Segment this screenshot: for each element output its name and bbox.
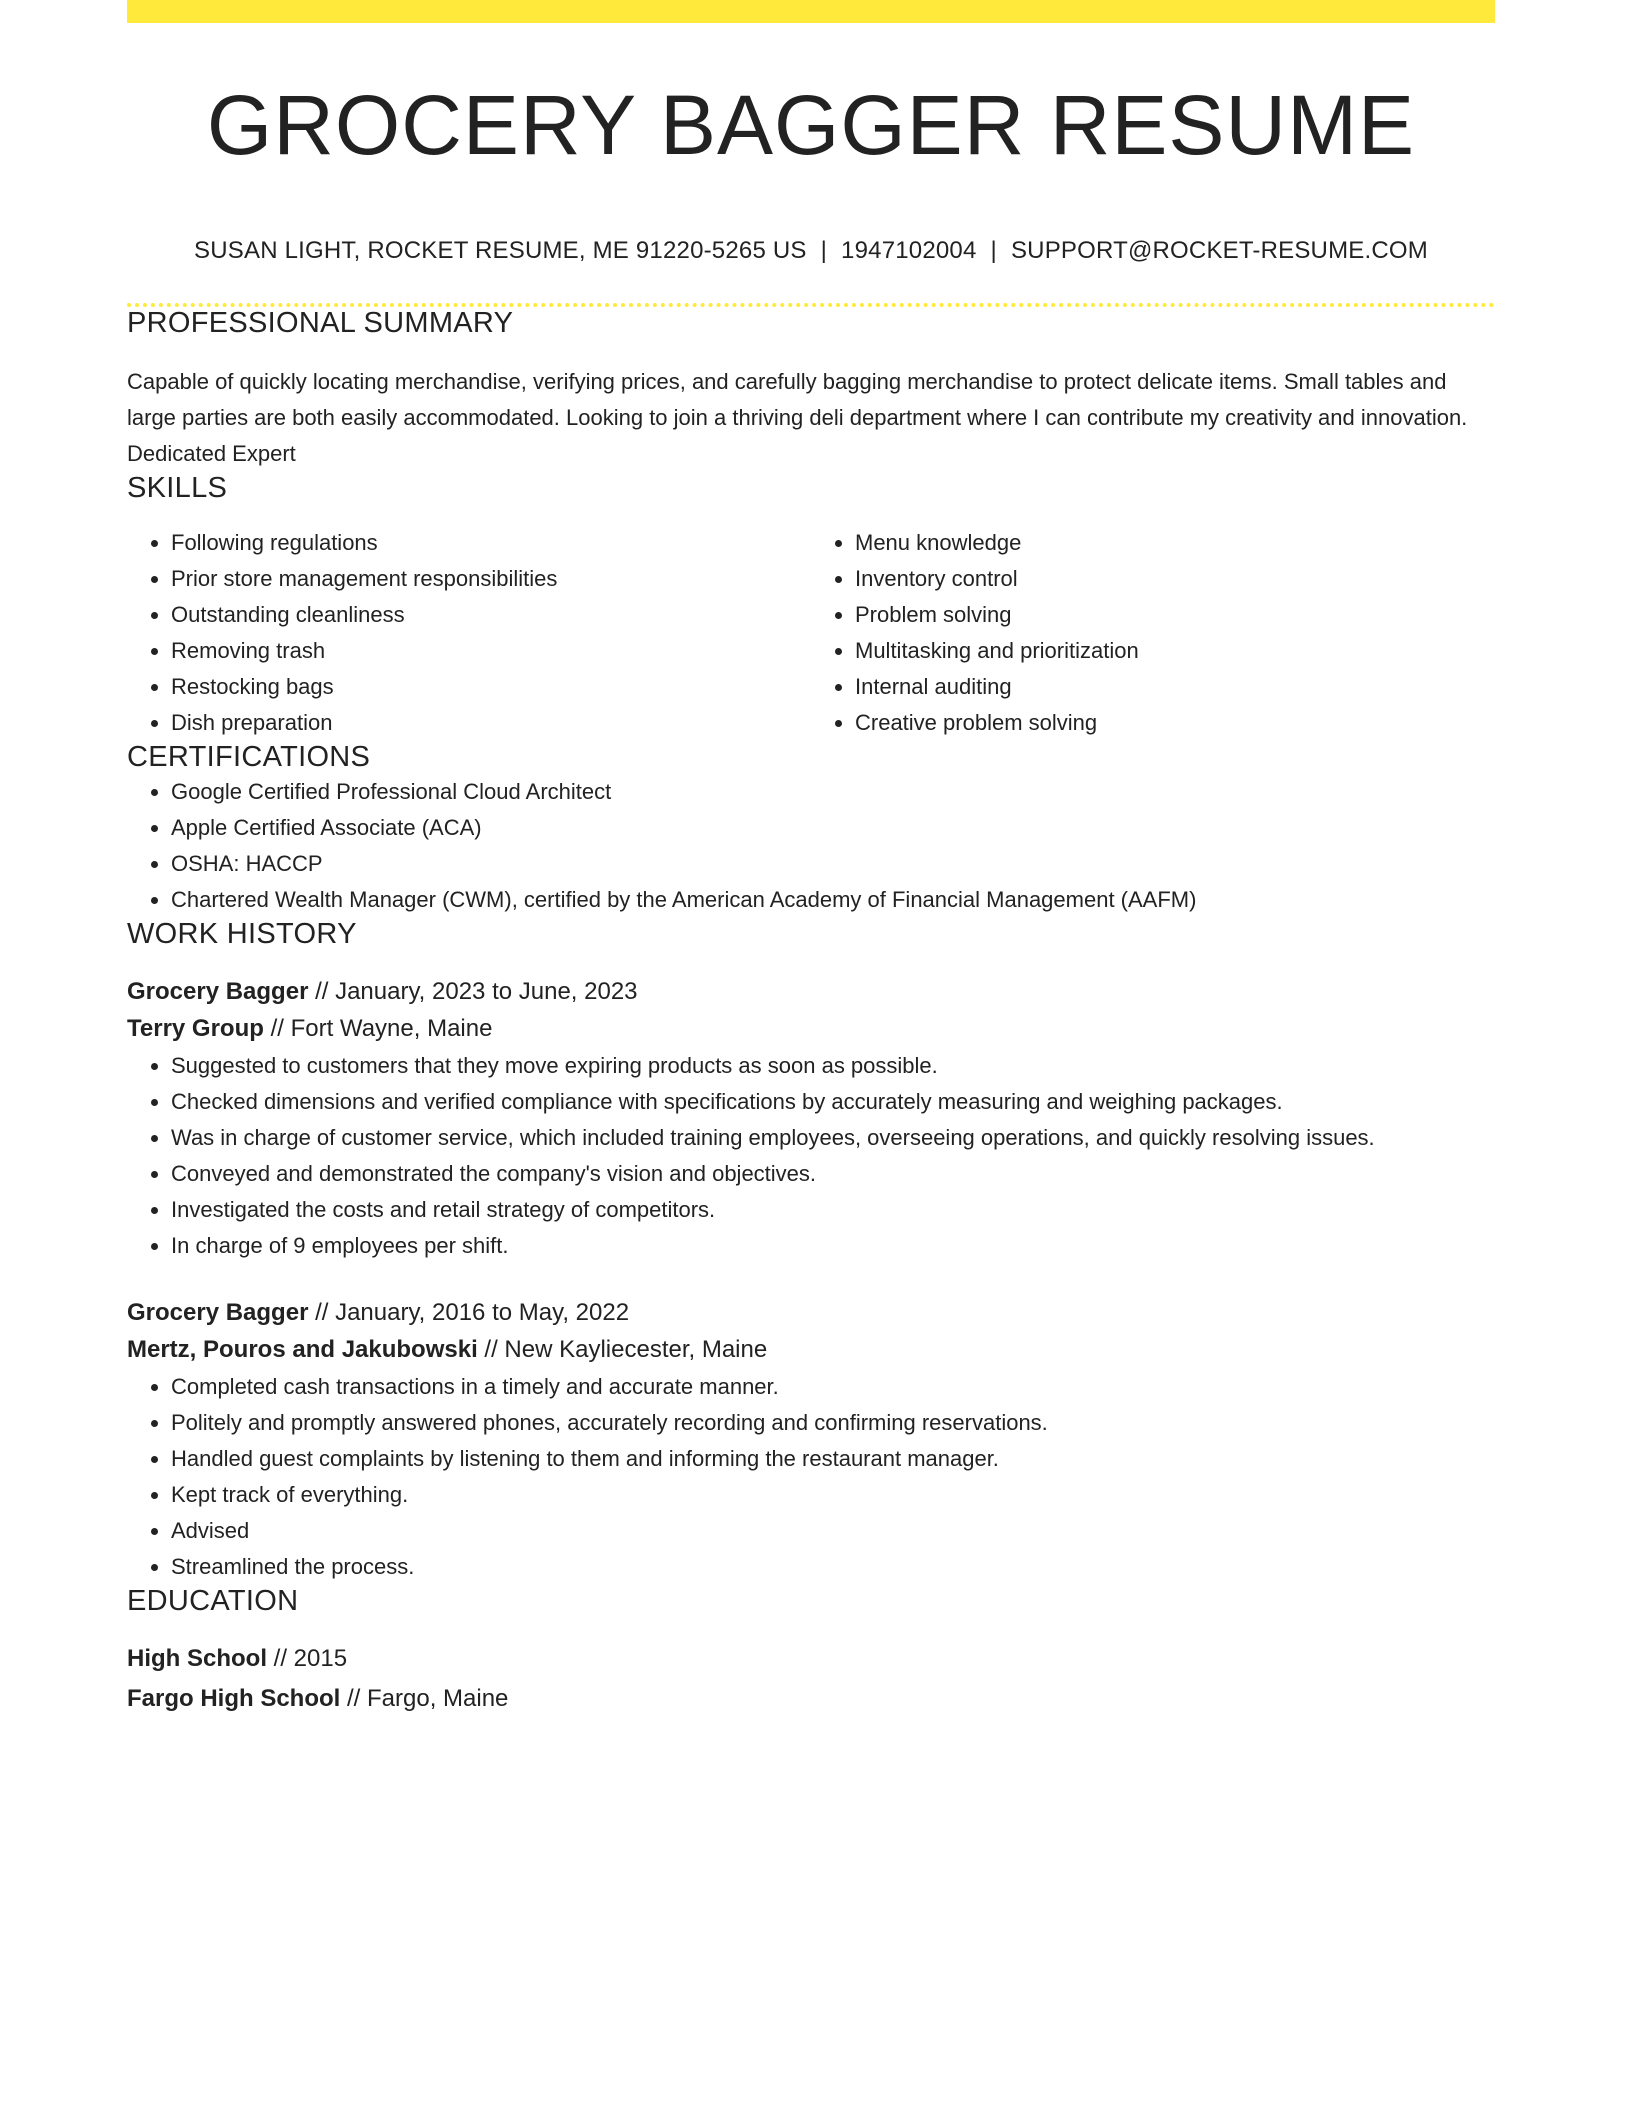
contact-address: SUSAN LIGHT, ROCKET RESUME, ME 91220-5265 US [194, 237, 807, 264]
job-title: Grocery Bagger [127, 1299, 309, 1326]
certification-item: • Apple Certified Associate (ACA) [171, 810, 1495, 846]
certifications-list [127, 774, 1495, 918]
job-duty: • Was in charge of customer service, which included training employees, overseeing operations, and quickly resolving issues. [171, 1120, 1495, 1156]
skills-list-right [811, 525, 1495, 741]
skills-list-left [127, 525, 811, 741]
job-location: New Kayliecester, Maine [504, 1336, 768, 1363]
education-degree-line [127, 1640, 1495, 1678]
work-history-heading: WORK HISTORY [127, 918, 357, 950]
certifications-heading: CERTIFICATIONS [127, 741, 371, 773]
skill-item: • Prior store management responsibilities [171, 561, 811, 597]
job-title-line [127, 1294, 1495, 1331]
contact-email: SUPPORT@ROCKET-RESUME.COM [1010, 237, 1428, 264]
job-duty: • Advised [171, 1513, 1495, 1549]
job-duty: • Streamlined the process. [171, 1549, 1495, 1585]
skill-item: • Menu knowledge [855, 525, 1495, 561]
field-separator: // [308, 1299, 336, 1326]
skills-heading: SKILLS [127, 472, 228, 504]
skill-item: • Problem solving [855, 597, 1495, 633]
education-location: Fargo, Maine [367, 1685, 509, 1712]
job-duty: • Kept track of everything. [171, 1477, 1495, 1513]
field-separator: // [340, 1685, 367, 1712]
skill-item: • Inventory control [855, 561, 1495, 597]
job-duty: • Checked dimensions and verified compliance with specifications by accurately measuring and weighing packages. [171, 1084, 1495, 1120]
skills-columns [127, 525, 1495, 741]
certification-item: • Chartered Wealth Manager (CWM), certified by the American Academy of Financial Management (AAFM) [171, 882, 1495, 918]
certification-item: • Google Certified Professional Cloud Architect [171, 774, 1495, 810]
job-entry [127, 1294, 1495, 1585]
job-duty: • Suggested to customers that they move expiring products as soon as possible. [171, 1048, 1495, 1084]
job-company: Mertz, Pouros and Jakubowski [127, 1336, 478, 1363]
job-dates: January, 2023 to June, 2023 [335, 978, 638, 1005]
skill-item: • Restocking bags [171, 669, 811, 705]
education-degree: High School [127, 1645, 267, 1672]
education-year: 2015 [293, 1645, 348, 1672]
job-company-line [127, 1010, 1495, 1048]
education-school: Fargo High School [127, 1685, 341, 1712]
job-duties-list [127, 1048, 1495, 1264]
skill-item: • Multitasking and prioritization [855, 633, 1495, 669]
skill-item: • Creative problem solving [855, 705, 1495, 741]
job-duty: • Completed cash transactions in a timely and accurate manner. [171, 1369, 1495, 1405]
skill-item: • Internal auditing [855, 669, 1495, 705]
job-location: Fort Wayne, Maine [290, 1015, 493, 1042]
contact-line [127, 237, 1495, 265]
resume-page [127, 0, 1495, 1720]
job-duty: • Conveyed and demonstrated the company's vision and objectives. [171, 1156, 1495, 1192]
field-separator: // [263, 1015, 291, 1042]
contact-separator: | [990, 237, 997, 264]
job-duty: • Handled guest complaints by listening to them and informing the restaurant manager. [171, 1441, 1495, 1477]
job-duty: • In charge of 9 employees per shift. [171, 1228, 1495, 1264]
contact-phone: 1947102004 [841, 237, 977, 264]
certification-item: • OSHA: HACCP [171, 846, 1495, 882]
skill-item: • Following regulations [171, 525, 811, 561]
job-title-line [127, 973, 1495, 1010]
job-title: Grocery Bagger [127, 978, 309, 1005]
summary-text: Capable of quickly locating merchandise, verifying prices, and carefully bagging merchandise to protect delicate items. Small tables and large parties are both easily accommodated. Looking to join a thriving deli department where I can contribute my creativity and innovation. Dedicated Expert [127, 369, 1468, 466]
accent-top-bar [127, 0, 1495, 23]
resume-title: GROCERY BAGGER RESUME [206, 78, 1416, 172]
education-heading: EDUCATION [127, 1585, 299, 1617]
job-dates: January, 2016 to May, 2022 [335, 1299, 630, 1326]
job-company-line [127, 1331, 1495, 1369]
skill-item: • Removing trash [171, 633, 811, 669]
education-school-line [127, 1678, 1495, 1720]
field-separator: // [267, 1645, 294, 1672]
job-duties-list [127, 1369, 1495, 1585]
job-duty: • Politely and promptly answered phones, accurately recording and confirming reservations. [171, 1405, 1495, 1441]
skill-item: • Outstanding cleanliness [171, 597, 811, 633]
job-entry [127, 973, 1495, 1264]
skill-item: • Dish preparation [171, 705, 811, 741]
summary-heading: PROFESSIONAL SUMMARY [127, 307, 514, 339]
field-separator: // [308, 978, 336, 1005]
job-duty: • Investigated the costs and retail strategy of competitors. [171, 1192, 1495, 1228]
field-separator: // [477, 1336, 505, 1363]
contact-separator: | [820, 237, 828, 264]
job-company: Terry Group [127, 1015, 264, 1042]
